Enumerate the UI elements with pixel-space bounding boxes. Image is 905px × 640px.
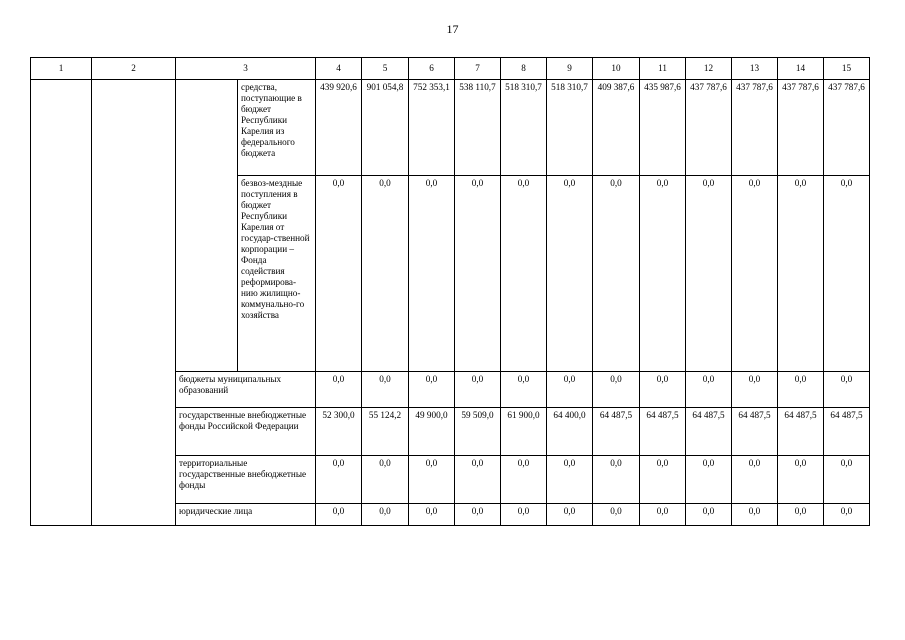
col-header: 4 <box>316 58 362 80</box>
row-label: безвоз-мездные поступления в бюджет Республики Карелия от государ-ственной корпорации – Фонда содействия реформирова-нию жилищно-коммунально-го хозяйства <box>238 176 316 372</box>
table-cell: 0,0 <box>640 456 686 504</box>
col-header: 2 <box>92 58 176 80</box>
table-cell: 64 487,5 <box>593 408 640 456</box>
table-cell: 52 300,0 <box>316 408 362 456</box>
table-cell: 518 310,7 <box>501 80 547 176</box>
table-cell: 0,0 <box>732 372 778 408</box>
table-cell: 0,0 <box>316 456 362 504</box>
table-cell: 0,0 <box>732 176 778 372</box>
table-cell: 0,0 <box>455 372 501 408</box>
table-cell: 0,0 <box>640 504 686 526</box>
table-cell: 0,0 <box>640 176 686 372</box>
table-cell: 0,0 <box>593 176 640 372</box>
row-label: юридические лица <box>176 504 316 526</box>
table-cell: 0,0 <box>316 176 362 372</box>
row-label: территориальные государственные внебюджетные фонды <box>176 456 316 504</box>
table-cell: 0,0 <box>547 372 593 408</box>
table-cell: 538 110,7 <box>455 80 501 176</box>
col-header: 13 <box>732 58 778 80</box>
table-cell: 0,0 <box>686 372 732 408</box>
table-cell: 55 124,2 <box>362 408 409 456</box>
table-cell: 752 353,1 <box>409 80 455 176</box>
table-cell: 0,0 <box>686 176 732 372</box>
col-header: 15 <box>824 58 870 80</box>
col2-cell <box>92 80 176 526</box>
col-header: 1 <box>31 58 92 80</box>
table-cell: 61 900,0 <box>501 408 547 456</box>
table-cell: 0,0 <box>824 372 870 408</box>
table-cell: 0,0 <box>732 456 778 504</box>
table-row <box>31 80 870 176</box>
table-cell: 0,0 <box>593 456 640 504</box>
table-cell: 0,0 <box>501 372 547 408</box>
table-cell: 64 487,5 <box>778 408 824 456</box>
table-cell: 64 487,5 <box>640 408 686 456</box>
table-cell: 0,0 <box>824 176 870 372</box>
table-cell: 0,0 <box>547 504 593 526</box>
table-cell: 437 787,6 <box>824 80 870 176</box>
table-cell: 0,0 <box>686 504 732 526</box>
table-cell: 64 487,5 <box>686 408 732 456</box>
table-cell: 0,0 <box>409 372 455 408</box>
table-cell: 0,0 <box>501 504 547 526</box>
table-cell: 0,0 <box>316 504 362 526</box>
table-cell: 0,0 <box>409 504 455 526</box>
col-header: 9 <box>547 58 593 80</box>
col1-cell <box>31 80 92 526</box>
row-label: средства, поступающие в бюджет Республики Карелия из федерального бюджета <box>238 80 316 176</box>
table-cell: 0,0 <box>593 504 640 526</box>
table-cell: 901 054,8 <box>362 80 409 176</box>
table-cell: 0,0 <box>362 504 409 526</box>
table-cell: 0,0 <box>455 504 501 526</box>
table-cell: 0,0 <box>824 456 870 504</box>
table-cell: 59 509,0 <box>455 408 501 456</box>
col-header: 3 <box>176 58 316 80</box>
row-label: государственные внебюджетные фонды Российской Федерации <box>176 408 316 456</box>
table-cell: 518 310,7 <box>547 80 593 176</box>
table-cell: 0,0 <box>824 504 870 526</box>
table-cell: 0,0 <box>362 456 409 504</box>
header-row <box>31 58 870 80</box>
table-cell: 0,0 <box>455 176 501 372</box>
table-cell: 437 787,6 <box>686 80 732 176</box>
table-cell: 0,0 <box>409 176 455 372</box>
col-header: 5 <box>362 58 409 80</box>
row-label: бюджеты муниципальных образований <box>176 372 316 408</box>
table-cell: 0,0 <box>547 176 593 372</box>
table-cell: 0,0 <box>640 372 686 408</box>
col-header: 6 <box>409 58 455 80</box>
col-header: 7 <box>455 58 501 80</box>
col-header: 8 <box>501 58 547 80</box>
table-cell: 64 400,0 <box>547 408 593 456</box>
table-cell: 49 900,0 <box>409 408 455 456</box>
table-cell: 0,0 <box>362 176 409 372</box>
table-cell: 0,0 <box>362 372 409 408</box>
table-cell: 0,0 <box>316 372 362 408</box>
col-header: 11 <box>640 58 686 80</box>
budget-table <box>30 57 870 526</box>
table-cell: 409 387,6 <box>593 80 640 176</box>
table-cell: 0,0 <box>547 456 593 504</box>
table-cell: 0,0 <box>778 176 824 372</box>
table-cell: 64 487,5 <box>732 408 778 456</box>
table-cell: 64 487,5 <box>824 408 870 456</box>
col-header: 10 <box>593 58 640 80</box>
table-cell: 0,0 <box>778 456 824 504</box>
table-cell: 0,0 <box>732 504 778 526</box>
page-number: 17 <box>446 22 459 36</box>
table-cell: 435 987,6 <box>640 80 686 176</box>
table-cell: 0,0 <box>455 456 501 504</box>
table-cell: 0,0 <box>778 372 824 408</box>
table-cell: 437 787,6 <box>732 80 778 176</box>
table-cell: 0,0 <box>501 176 547 372</box>
table-cell: 437 787,6 <box>778 80 824 176</box>
table-cell: 439 920,6 <box>316 80 362 176</box>
table-cell: 0,0 <box>501 456 547 504</box>
table-cell: 0,0 <box>686 456 732 504</box>
table-cell: 0,0 <box>409 456 455 504</box>
col-header: 14 <box>778 58 824 80</box>
table-cell: 0,0 <box>593 372 640 408</box>
col-header: 12 <box>686 58 732 80</box>
table-cell: 0,0 <box>778 504 824 526</box>
col3-group-cell <box>176 80 238 372</box>
